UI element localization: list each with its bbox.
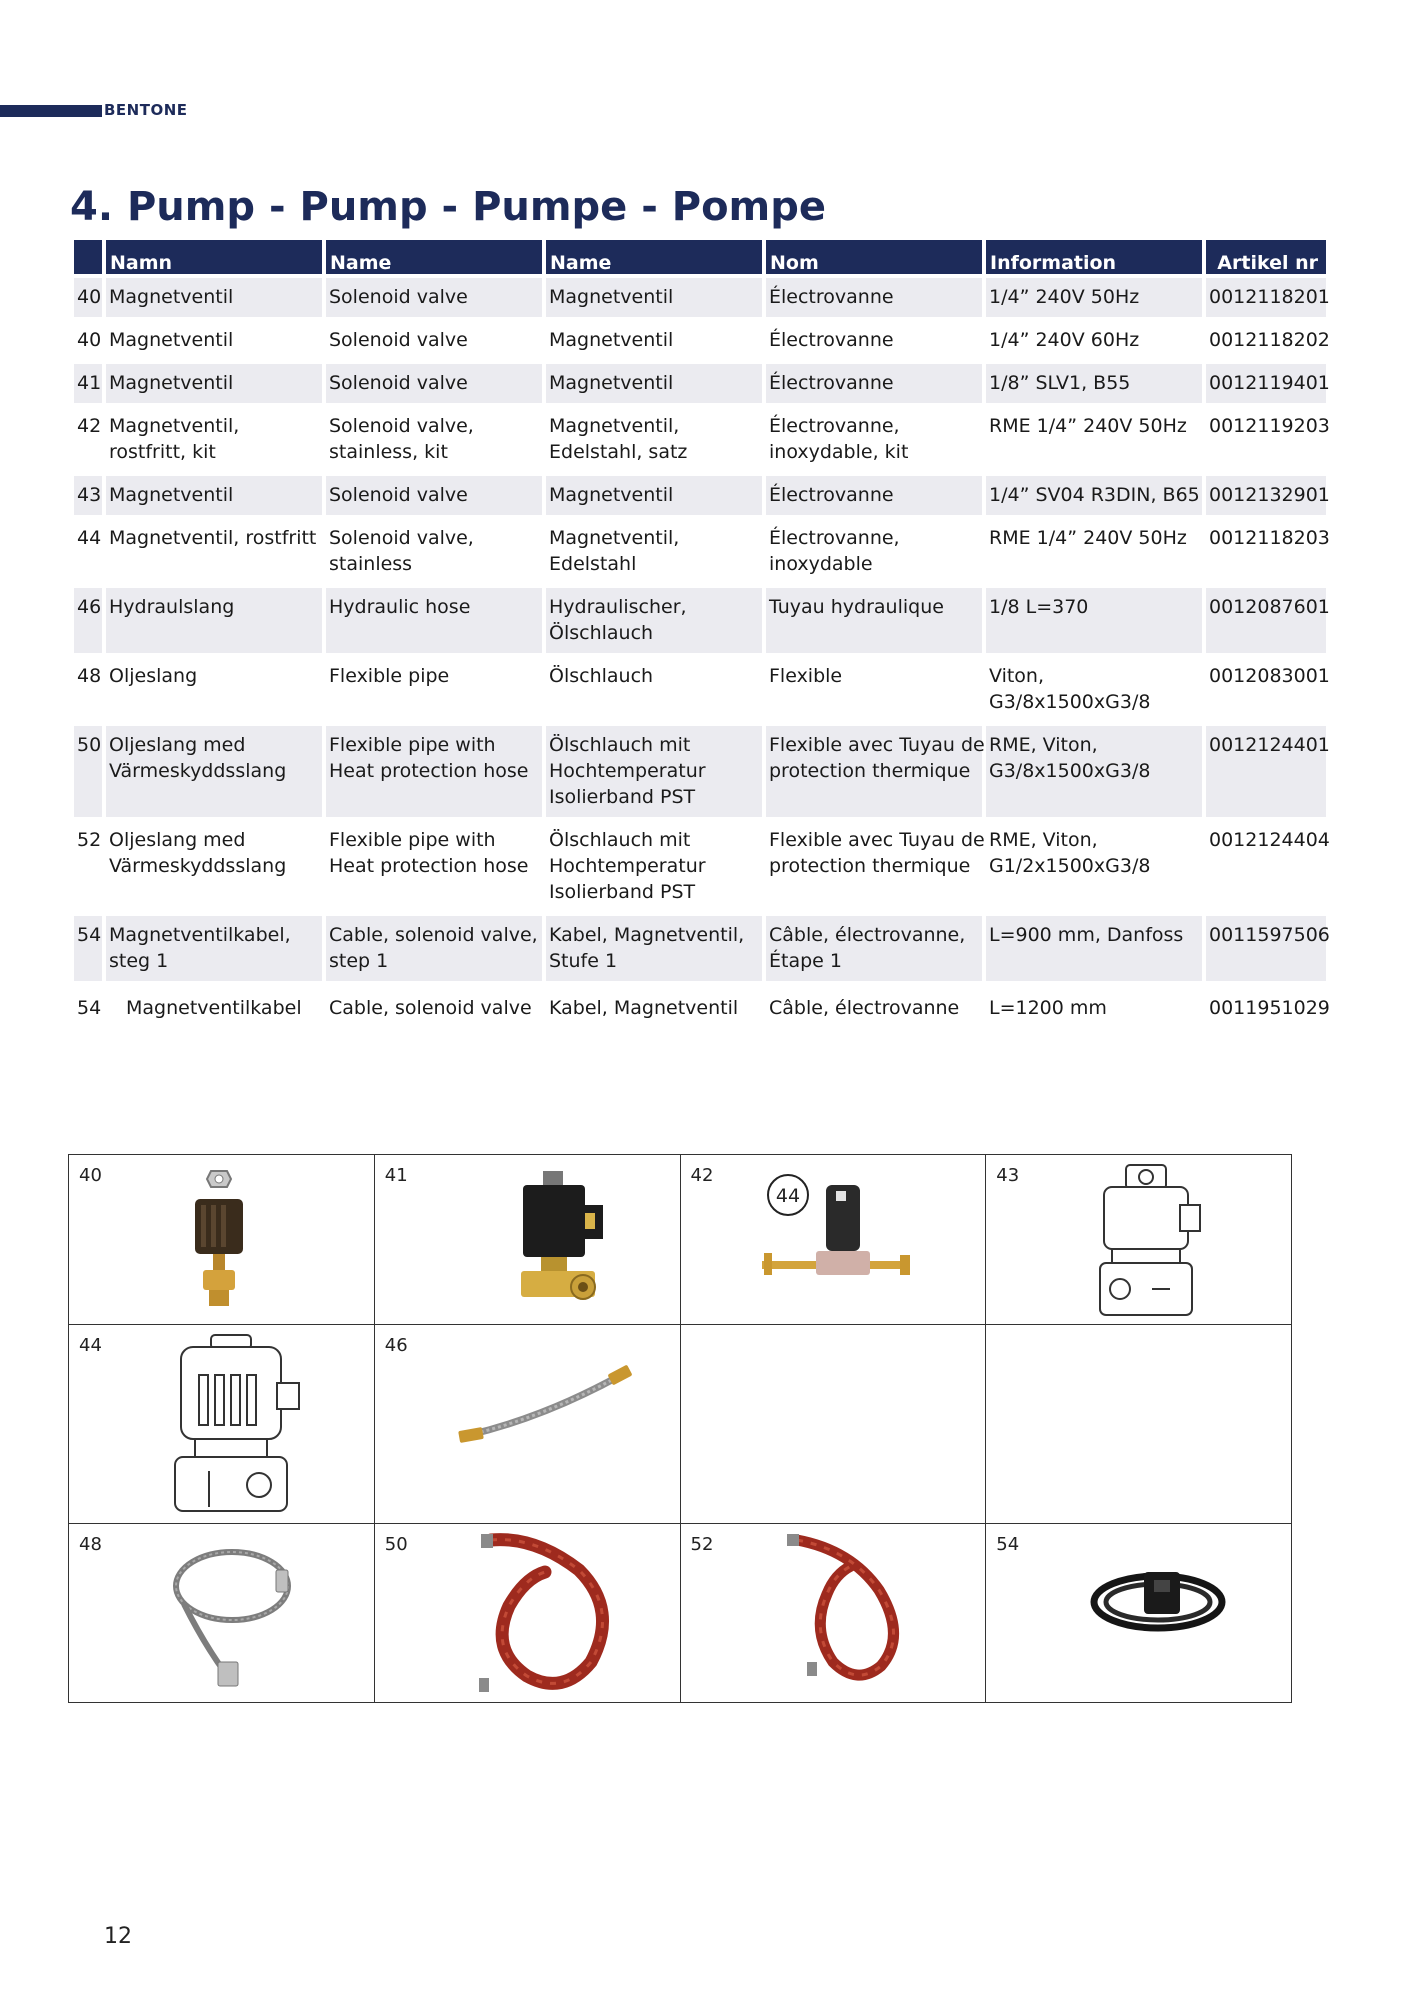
cell-article-number: 0012083001 [1209,665,1330,687]
image-cell-40 [69,1155,375,1325]
page-number: 12 [104,1924,132,1949]
cell-line: Magnetventil [549,372,674,394]
cell-line: Câble, électrovanne, [769,924,966,946]
cell-line: Hydraulischer, [549,596,687,618]
image-cell-48 [69,1524,375,1703]
cell-en [326,588,542,653]
cell-article-number: 0012124401 [1206,726,1326,817]
image-label: 48 [79,1534,102,1555]
cell-position: 41 [74,364,102,403]
cell-line: Solenoid valve [329,484,468,506]
cell-line: 1/8 L=370 [989,596,1089,618]
cell-sv [106,519,322,584]
cell-line: Stufe 1 [549,950,618,972]
cell-line: Solenoid valve [329,329,468,351]
solenoid-valve-44-drawing [169,1331,304,1517]
cell-line: Edelstahl [549,553,637,575]
cell-sv [106,588,322,653]
cell-line: RME, Viton, [989,734,1098,756]
cell-article-number: 0012118201 [1206,278,1326,317]
cell-sv [106,916,322,981]
header-name-de: Name [546,240,762,274]
cell-line: Magnetventil [549,286,674,308]
brand-name: BENTONE [104,101,188,119]
cell-fr [766,364,982,403]
cell-info [986,476,1202,515]
cell-line: steg 1 [109,950,169,972]
cell-line: Edelstahl, satz [549,441,688,463]
table-header-row [74,240,1326,274]
table-row [74,407,1326,472]
cell-de [546,916,762,981]
cell-line: Magnetventilkabel, [109,924,291,946]
cell-line: Hochtemperatur [549,855,706,877]
cell-de [546,278,762,317]
cell-en [326,821,542,912]
cell-line: Étape 1 [769,950,842,972]
image-cell-54 [986,1524,1292,1703]
cell-en [326,519,542,584]
cell-info [986,985,1202,1028]
cell-article-number: 0012119203 [1209,415,1330,437]
cell-article-number: 0011597506 [1206,916,1326,981]
solenoid-valve-40-image [179,1167,259,1312]
header-namn: Namn [106,240,322,274]
table-row [74,476,1326,515]
cell-fr [766,321,982,360]
cell-en [326,364,542,403]
cell-sv [106,364,322,403]
cell-line: protection thermique [769,760,971,782]
cell-sv [106,476,322,515]
cell-line: Isolierband PST [549,786,696,808]
cell-fr [766,519,982,584]
image-label: 43 [996,1165,1020,1186]
cell-en [326,321,542,360]
solenoid-valve-41-image [505,1167,615,1312]
cell-line: L=1200 mm [989,997,1107,1019]
cell-en [326,476,542,515]
cell-en [326,916,542,981]
cell-position: 40 [74,278,102,317]
cell-info [986,657,1202,722]
table-row [74,519,1326,584]
cell-line: 1/4” SV04 R3DIN, B65 [989,484,1200,506]
cell-line: Magnetventil, [109,415,240,437]
cell-position: 43 [74,476,102,515]
cell-position: 46 [74,588,102,653]
cell-line: Värmeskyddsslang [109,760,287,782]
cell-line: stainless, kit [329,441,448,463]
cell-line: Magnetventil [109,329,234,351]
cell-line: protection thermique [769,855,971,877]
image-cell-50 [374,1524,680,1703]
brand-bar [0,105,102,117]
cell-line: RME, Viton, [989,829,1098,851]
cell-de [546,657,762,722]
cell-position: 50 [74,726,102,817]
cell-line: 1/8” SLV1, B55 [989,372,1131,394]
cell-line: Magnetventil [549,484,674,506]
cell-line: Ölschlauch [549,622,654,644]
table-row [74,588,1326,653]
image-label: 42 [690,1165,714,1186]
cell-de [546,321,762,360]
cell-line: Värmeskyddsslang [109,855,287,877]
header-pos [74,240,102,274]
cell-fr [766,588,982,653]
cell-line: 1/4” 240V 50Hz [989,286,1140,308]
cell-info [986,821,1202,912]
cell-line: Flexible pipe [329,665,450,687]
cell-de [546,476,762,515]
image-label: 40 [79,1165,102,1186]
cell-position: 48 [77,665,102,687]
cell-info [986,321,1202,360]
cell-line: L=900 mm, Danfoss [989,924,1184,946]
parts-table [70,236,1330,1032]
solenoid-valve-43-drawing [1096,1161,1206,1321]
cell-line: Flexible avec Tuyau de [769,734,985,756]
cell-line: Électrovanne [769,484,894,506]
cell-de [546,726,762,817]
cell-position: 54 [77,997,102,1019]
image-label: 41 [384,1165,408,1186]
cell-fr [766,278,982,317]
cell-fr [766,726,985,817]
cell-line: Oljeslang med [109,734,246,756]
image-cell-empty-2 [986,1325,1292,1524]
cell-line: Magnetventil, [549,415,680,437]
callout-44: 44 [775,1185,800,1207]
cell-info [986,726,1202,817]
cell-line: Hydraulslang [109,596,235,618]
image-cell-41 [374,1155,680,1325]
cell-line: Kabel, Magnetventil [549,997,739,1019]
table-row [74,657,1326,722]
cell-line: Flexible pipe with [329,734,496,756]
cell-sv [106,985,322,1028]
header-name-en: Name [326,240,542,274]
cell-line: Câble, électrovanne [769,997,960,1019]
table-row [74,364,1326,403]
cell-de [546,985,762,1028]
image-cell-46 [374,1325,680,1524]
cell-line: Solenoid valve [329,372,468,394]
flexible-pipe-heat-hose-50-image [475,1530,625,1698]
header-information: Information [986,240,1202,274]
cell-sv [106,821,322,912]
cell-line: Hydraulic hose [329,596,471,618]
image-cell-44 [69,1325,375,1524]
cell-position: 54 [74,916,102,981]
cell-line: Magnetventil, [549,527,680,549]
cell-line: Magnetventil [109,484,234,506]
flexible-pipe-heat-hose-52-image [781,1530,921,1690]
cell-sv [106,278,322,317]
cell-line: Magnetventil [549,329,674,351]
cell-line: Tuyau hydraulique [769,596,944,618]
cell-en [326,985,542,1028]
cell-line: Électrovanne [769,329,894,351]
cell-line: Hochtemperatur [549,760,706,782]
table-row [74,726,1326,817]
cell-line: Électrovanne, [769,527,900,549]
cell-article-number: 0012132901 [1206,476,1326,515]
image-label: 44 [79,1335,102,1356]
cell-en [326,278,542,317]
image-label: 54 [996,1534,1020,1555]
cell-en [326,657,542,722]
solenoid-cable-54-image [1086,1544,1236,1644]
image-label: 46 [384,1335,408,1356]
cell-line: Heat protection hose [329,855,529,877]
cell-position: 40 [77,329,102,351]
cell-line: Électrovanne, [769,415,900,437]
cell-line: 1/4” 240V 60Hz [989,329,1140,351]
table-row [74,985,1326,1028]
image-cell-52 [680,1524,986,1703]
cell-line: RME 1/4” 240V 50Hz [989,415,1187,437]
cell-de [546,407,762,472]
cell-position: 44 [77,527,102,549]
cell-line: stainless [329,553,413,575]
cell-sv [106,726,322,817]
cell-line: inoxydable [769,553,873,575]
cell-article-number: 0011951029 [1209,997,1330,1019]
cell-info [986,278,1202,317]
cell-article-number: 0012087601 [1206,588,1326,653]
cell-line: Magnetventil [109,286,234,308]
cell-de [546,588,762,653]
flexible-pipe-48-image [164,1534,294,1694]
cell-line: step 1 [329,950,389,972]
hydraulic-hose-46-image [455,1365,635,1455]
cell-article-number: 0012118203 [1209,527,1330,549]
cell-article-number: 0012119401 [1206,364,1326,403]
cell-en [326,726,542,817]
image-cell-empty-1 [680,1325,986,1524]
cell-line: Ölschlauch mit [549,734,691,756]
cell-line: Cable, solenoid valve [329,997,532,1019]
cell-info [986,588,1202,653]
cell-info [986,519,1202,584]
cell-fr [766,821,985,912]
table-row [74,821,1326,912]
cell-line: Flexible pipe with [329,829,496,851]
cell-position: 52 [77,829,102,851]
cell-line: inoxydable, kit [769,441,909,463]
cell-sv [106,657,322,722]
image-label: 52 [690,1534,714,1555]
cell-line: Solenoid valve, [329,415,474,437]
cell-fr [766,657,982,722]
header-nom: Nom [766,240,982,274]
cell-line: Viton, [989,665,1045,687]
cell-line: Cable, solenoid valve, [329,924,538,946]
cell-info [986,364,1202,403]
solenoid-valve-kit-42-image [756,1165,921,1315]
cell-article-number: 0012124404 [1209,829,1330,851]
cell-line: G1/2x1500xG3/8 [989,855,1151,877]
cell-line: Électrovanne [769,372,894,394]
cell-fr [766,476,982,515]
cell-line: Isolierband PST [549,881,696,903]
cell-line: Solenoid valve, [329,527,474,549]
cell-sv [106,407,322,472]
cell-line: G3/8x1500xG3/8 [989,760,1151,782]
cell-line: Heat protection hose [329,760,529,782]
parts-image-grid [68,1154,1292,1703]
cell-position: 42 [77,415,102,437]
cell-line: Oljeslang med [109,829,246,851]
cell-line: Ölschlauch mit [549,829,691,851]
header-artikel-nr: Artikel nr [1206,240,1326,274]
cell-fr [766,985,982,1028]
cell-article-number: 0012118202 [1209,329,1330,351]
cell-line: Kabel, Magnetventil, [549,924,745,946]
cell-fr [766,916,982,981]
cell-info [986,407,1202,472]
cell-line: Magnetventil [109,372,234,394]
page-title: 4. Pump - Pump - Pumpe - Pompe [70,184,826,230]
table-row [74,916,1326,981]
cell-de [546,364,762,403]
table-row [74,321,1326,360]
cell-line: rostfritt, kit [109,441,216,463]
cell-en [326,407,542,472]
cell-line: RME 1/4” 240V 50Hz [989,527,1187,549]
cell-line: Oljeslang [109,665,198,687]
cell-line: Magnetventilkabel [126,997,302,1019]
cell-line: Magnetventil, rostfritt [109,527,317,549]
cell-line: Flexible [769,665,843,687]
cell-sv [106,321,322,360]
image-label: 50 [384,1534,408,1555]
image-cell-43 [986,1155,1292,1325]
image-cell-42 [680,1155,986,1325]
cell-info [986,916,1202,981]
cell-line: Solenoid valve [329,286,468,308]
cell-line: Électrovanne [769,286,894,308]
cell-line: Ölschlauch [549,665,654,687]
table-row [74,278,1326,317]
cell-fr [766,407,982,472]
cell-de [546,821,762,912]
cell-line: Flexible avec Tuyau de [769,829,985,851]
cell-de [546,519,762,584]
cell-line: G3/8x1500xG3/8 [989,691,1151,713]
